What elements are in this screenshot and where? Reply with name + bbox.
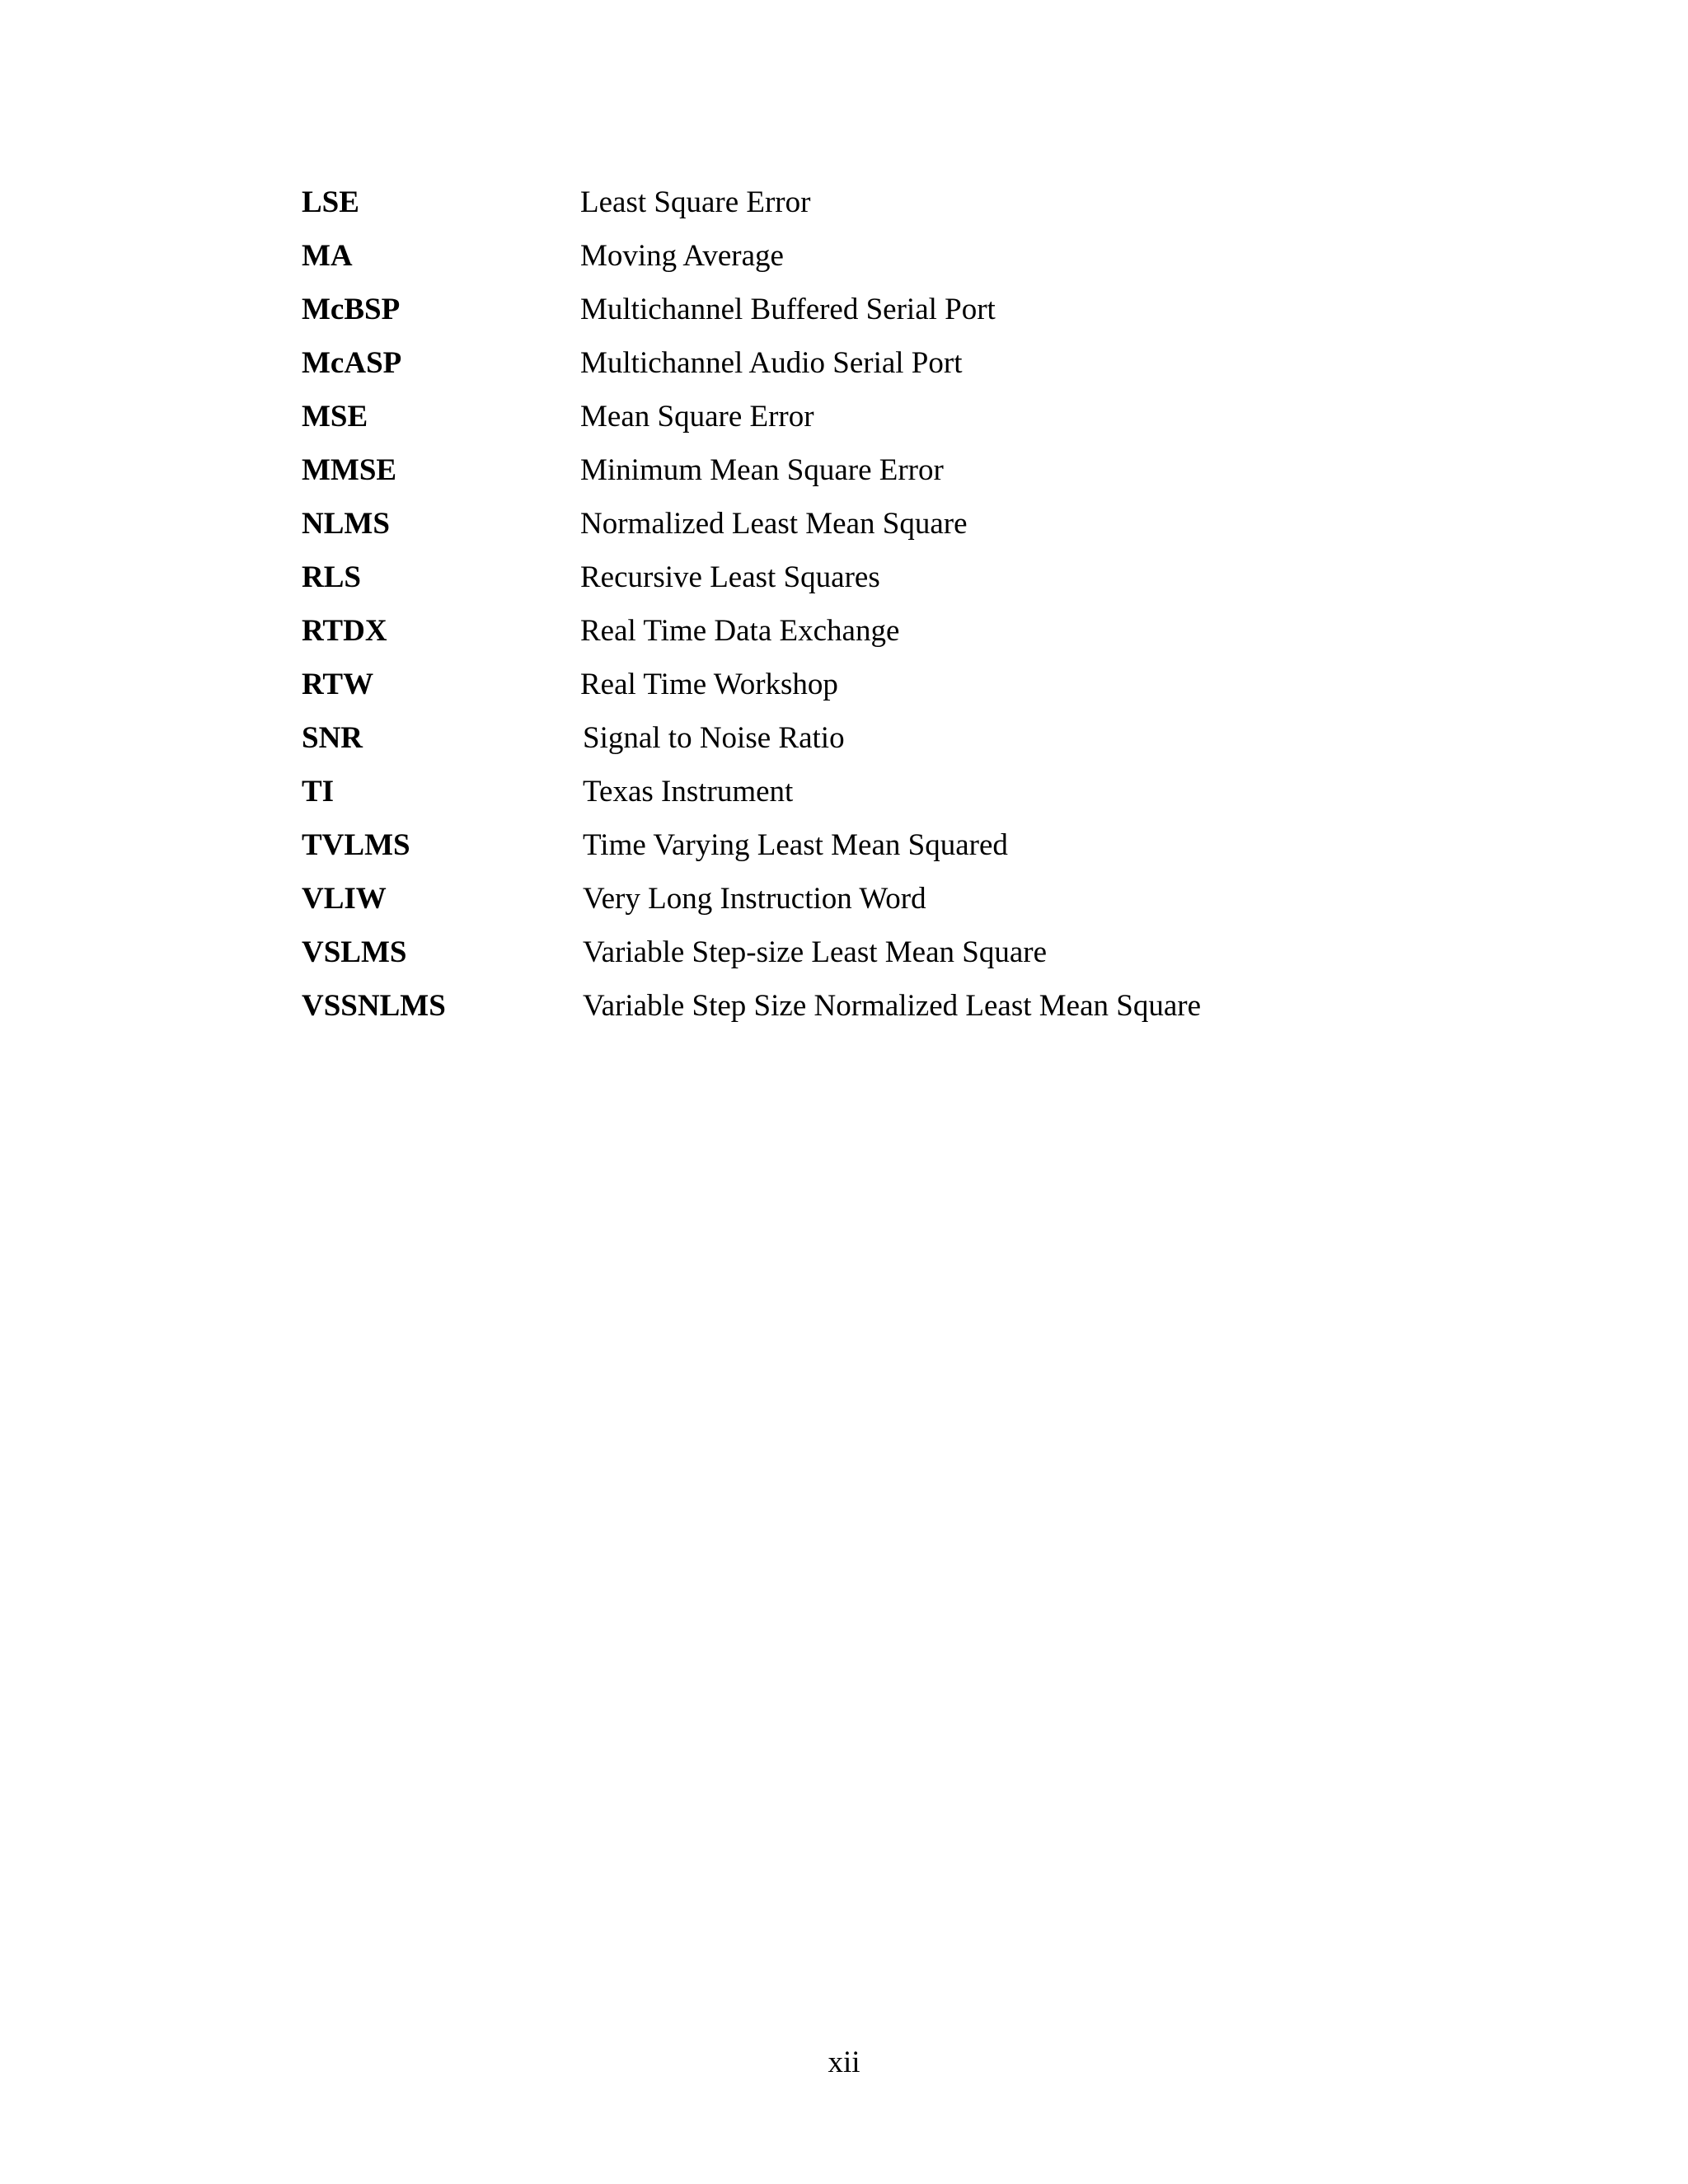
abbreviation-term: McASP <box>302 346 402 380</box>
abbreviation-term: SNR <box>302 721 363 755</box>
list-item <box>302 930 1456 983</box>
list-item <box>302 662 1456 715</box>
list-item <box>302 769 1456 823</box>
abbreviation-definition: Real Time Workshop <box>580 668 838 701</box>
list-item <box>302 233 1456 287</box>
list-item <box>302 340 1456 394</box>
abbreviation-term: VSSNLMS <box>302 989 446 1023</box>
abbreviation-term: MA <box>302 239 353 273</box>
abbreviation-term: TVLMS <box>302 828 410 862</box>
list-item <box>302 394 1456 448</box>
abbreviation-definition: Recursive Least Squares <box>580 560 880 594</box>
abbreviation-definition: Real Time Data Exchange <box>580 614 900 648</box>
list-item <box>302 715 1456 769</box>
abbreviation-term: RTDX <box>302 614 387 648</box>
list-item <box>302 876 1456 930</box>
abbreviation-definition: Very Long Instruction Word <box>583 882 926 916</box>
abbreviation-term: MMSE <box>302 453 397 487</box>
abbreviation-definition: Minimum Mean Square Error <box>580 453 944 487</box>
abbreviation-term: LSE <box>302 185 359 219</box>
list-item <box>302 823 1456 876</box>
list-item <box>302 501 1456 555</box>
list-item <box>302 555 1456 608</box>
abbreviation-term: McBSP <box>302 293 401 326</box>
list-item <box>302 448 1456 501</box>
abbreviation-definition: Normalized Least Mean Square <box>580 507 968 541</box>
abbreviation-term: NLMS <box>302 507 390 541</box>
abbreviation-definition: Time Varying Least Mean Squared <box>583 828 1008 862</box>
abbreviation-definition: Multichannel Audio Serial Port <box>580 346 963 380</box>
list-item <box>302 983 1456 1037</box>
abbreviation-definition: Moving Average <box>580 239 784 273</box>
abbreviation-definition: Mean Square Error <box>580 400 814 434</box>
abbreviation-definition: Variable Step Size Normalized Least Mean Square <box>583 989 1202 1023</box>
abbreviation-definition: Texas Instrument <box>583 775 794 808</box>
page-number: xii <box>828 2046 860 2079</box>
abbreviation-term: MSE <box>302 400 368 434</box>
abbreviation-term: VLIW <box>302 882 387 916</box>
abbreviation-definition: Variable Step-size Least Mean Square <box>583 935 1048 969</box>
list-item <box>302 180 1456 233</box>
abbreviation-definition: Multichannel Buffered Serial Port <box>580 293 996 326</box>
abbreviation-term: TI <box>302 775 335 808</box>
list-item <box>302 287 1456 340</box>
abbreviation-list <box>302 180 1456 1037</box>
abbreviation-definition: Signal to Noise Ratio <box>583 721 845 755</box>
abbreviation-term: VSLMS <box>302 935 407 969</box>
abbreviation-definition: Least Square Error <box>580 185 811 219</box>
abbreviation-term: RTW <box>302 668 374 701</box>
list-item <box>302 608 1456 662</box>
abbreviation-term: RLS <box>302 560 361 594</box>
